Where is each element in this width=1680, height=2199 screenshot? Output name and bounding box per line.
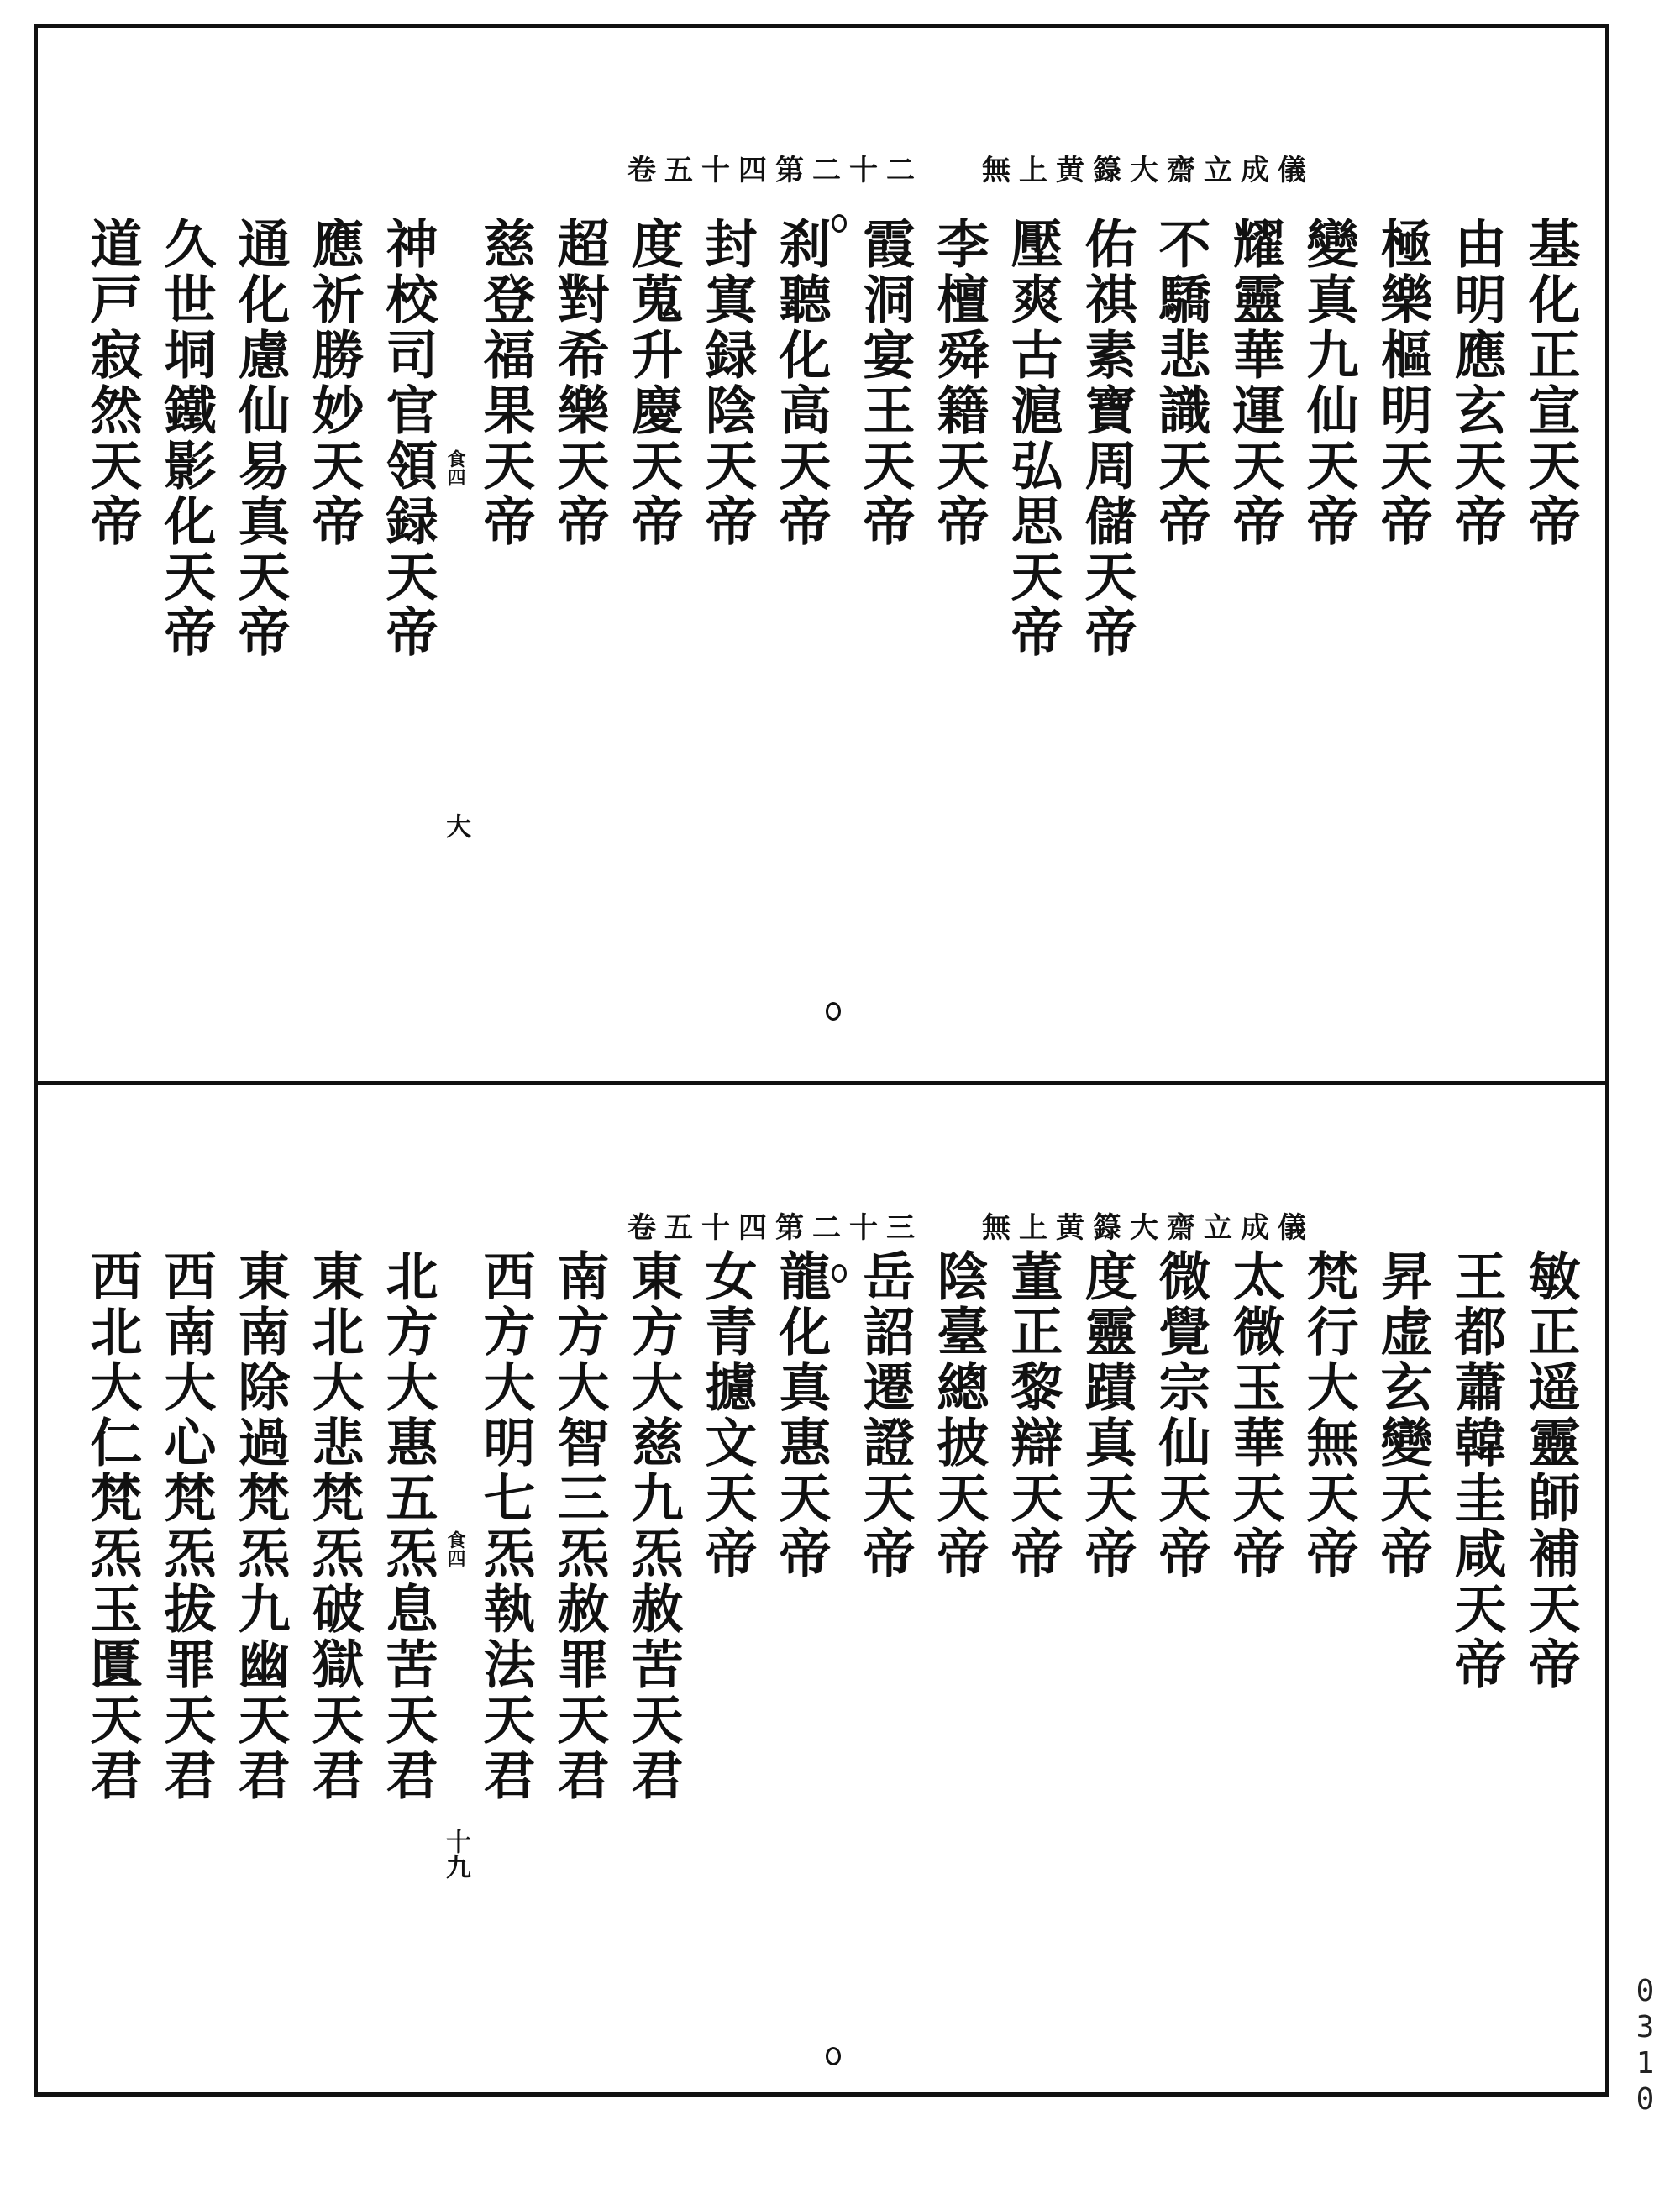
bottom-page-note: 食四 (444, 1530, 466, 1567)
circle-mark (832, 214, 847, 233)
top-column-7: 佑祺素寶周儲天帝 (1076, 217, 1137, 660)
page-number: 0310 (1628, 1974, 1662, 2118)
top-column-10: 霞洞宴王天帝 (854, 217, 916, 549)
top-column-13: 度蒐升慶天帝 (622, 217, 684, 549)
bottom-page-header (491, 1203, 1315, 1246)
bottom-column-8: 董正黎辯天帝 (1002, 1249, 1063, 1582)
bottom-column-16: 北方大惠五炁息苦天君 (377, 1249, 438, 1803)
bottom-column-15: 西方大明七炁執法天君 (475, 1249, 536, 1803)
top-column-18: 通化慮仙易真天帝 (229, 217, 291, 660)
bottom-column-11: 龍化真惠天帝 (770, 1249, 832, 1582)
bottom-column-9: 陰臺總披天帝 (928, 1249, 990, 1582)
top-page-header (491, 145, 1315, 189)
circle-mark (832, 1264, 847, 1283)
bottom-leaf-number: 十九 (441, 1829, 470, 1879)
top-column-20: 道戸寂然天帝 (81, 217, 143, 549)
bottom-column-4: 梵行大無天帝 (1298, 1249, 1359, 1582)
circle-mark (826, 2047, 841, 2065)
top-page (38, 28, 1605, 1081)
top-column-2: 由明應玄天帝 (1446, 217, 1507, 549)
bottom-column-7: 度靈蹟真天帝 (1076, 1249, 1137, 1582)
bottom-column-17: 東北大悲梵炁破獄天君 (303, 1249, 365, 1803)
top-header-title: 無上黄籙大齋立成儀 (982, 153, 1315, 187)
bottom-column-18: 東南除過梵炁九幽天君 (229, 1249, 291, 1803)
bottom-column-2: 王都蕭韓圭咸天帝 (1446, 1249, 1507, 1693)
top-column-19: 久世垌鐵影化天帝 (155, 217, 217, 660)
top-leaf-number: 大 (441, 813, 470, 838)
bottom-column-3: 昇虚玄變天帝 (1372, 1249, 1433, 1582)
bottom-column-14: 南方大智三炁赦罪天君 (549, 1249, 610, 1803)
bottom-column-10: 岳詔遷證天帝 (854, 1249, 916, 1582)
bottom-column-6: 微覺宗仙天帝 (1150, 1249, 1211, 1582)
bottom-column-13: 東方大慈九炁赦苦天君 (622, 1249, 684, 1803)
top-column-1: 基化正宣天帝 (1520, 217, 1581, 549)
top-column-3: 極樂樞明天帝 (1372, 217, 1433, 549)
bottom-column-5: 太微玉華天帝 (1224, 1249, 1285, 1582)
bottom-column-12: 女青攄文天帝 (696, 1249, 758, 1582)
top-column-12: 封寘録陰天帝 (696, 217, 758, 549)
top-column-16: 神校司官領録天帝 (377, 217, 438, 660)
bottom-header-title: 無上黄籙大齋立成儀 (982, 1210, 1315, 1245)
bottom-column-1: 敏正遥靈師補天帝 (1520, 1249, 1581, 1693)
top-header-chapter: 卷五十四第二十二 (627, 153, 923, 187)
top-column-14: 超對希樂天帝 (549, 217, 610, 549)
bottom-header-chapter: 卷五十四第二十三 (627, 1210, 923, 1245)
top-page-note: 食四 (444, 449, 466, 486)
top-column-9: 李檀舜籍天帝 (928, 217, 990, 549)
top-column-6: 不驕悲識天帝 (1150, 217, 1211, 549)
top-column-5: 耀靈華運天帝 (1224, 217, 1285, 549)
bottom-column-19: 西南大心梵炁拔罪天君 (155, 1249, 217, 1803)
bottom-column-20: 西北大仁梵炁玉匱天君 (81, 1249, 143, 1803)
top-column-15: 慈登福果天帝 (475, 217, 536, 549)
circle-mark (826, 1002, 841, 1021)
top-column-4: 變真九仙天帝 (1298, 217, 1359, 549)
top-column-8: 壓爽古滬弘思天帝 (1002, 217, 1063, 660)
top-column-17: 應祈勝妙天帝 (303, 217, 365, 549)
top-column-11: 刹聽化高天帝 (770, 217, 832, 549)
bottom-page (38, 1085, 1605, 2092)
